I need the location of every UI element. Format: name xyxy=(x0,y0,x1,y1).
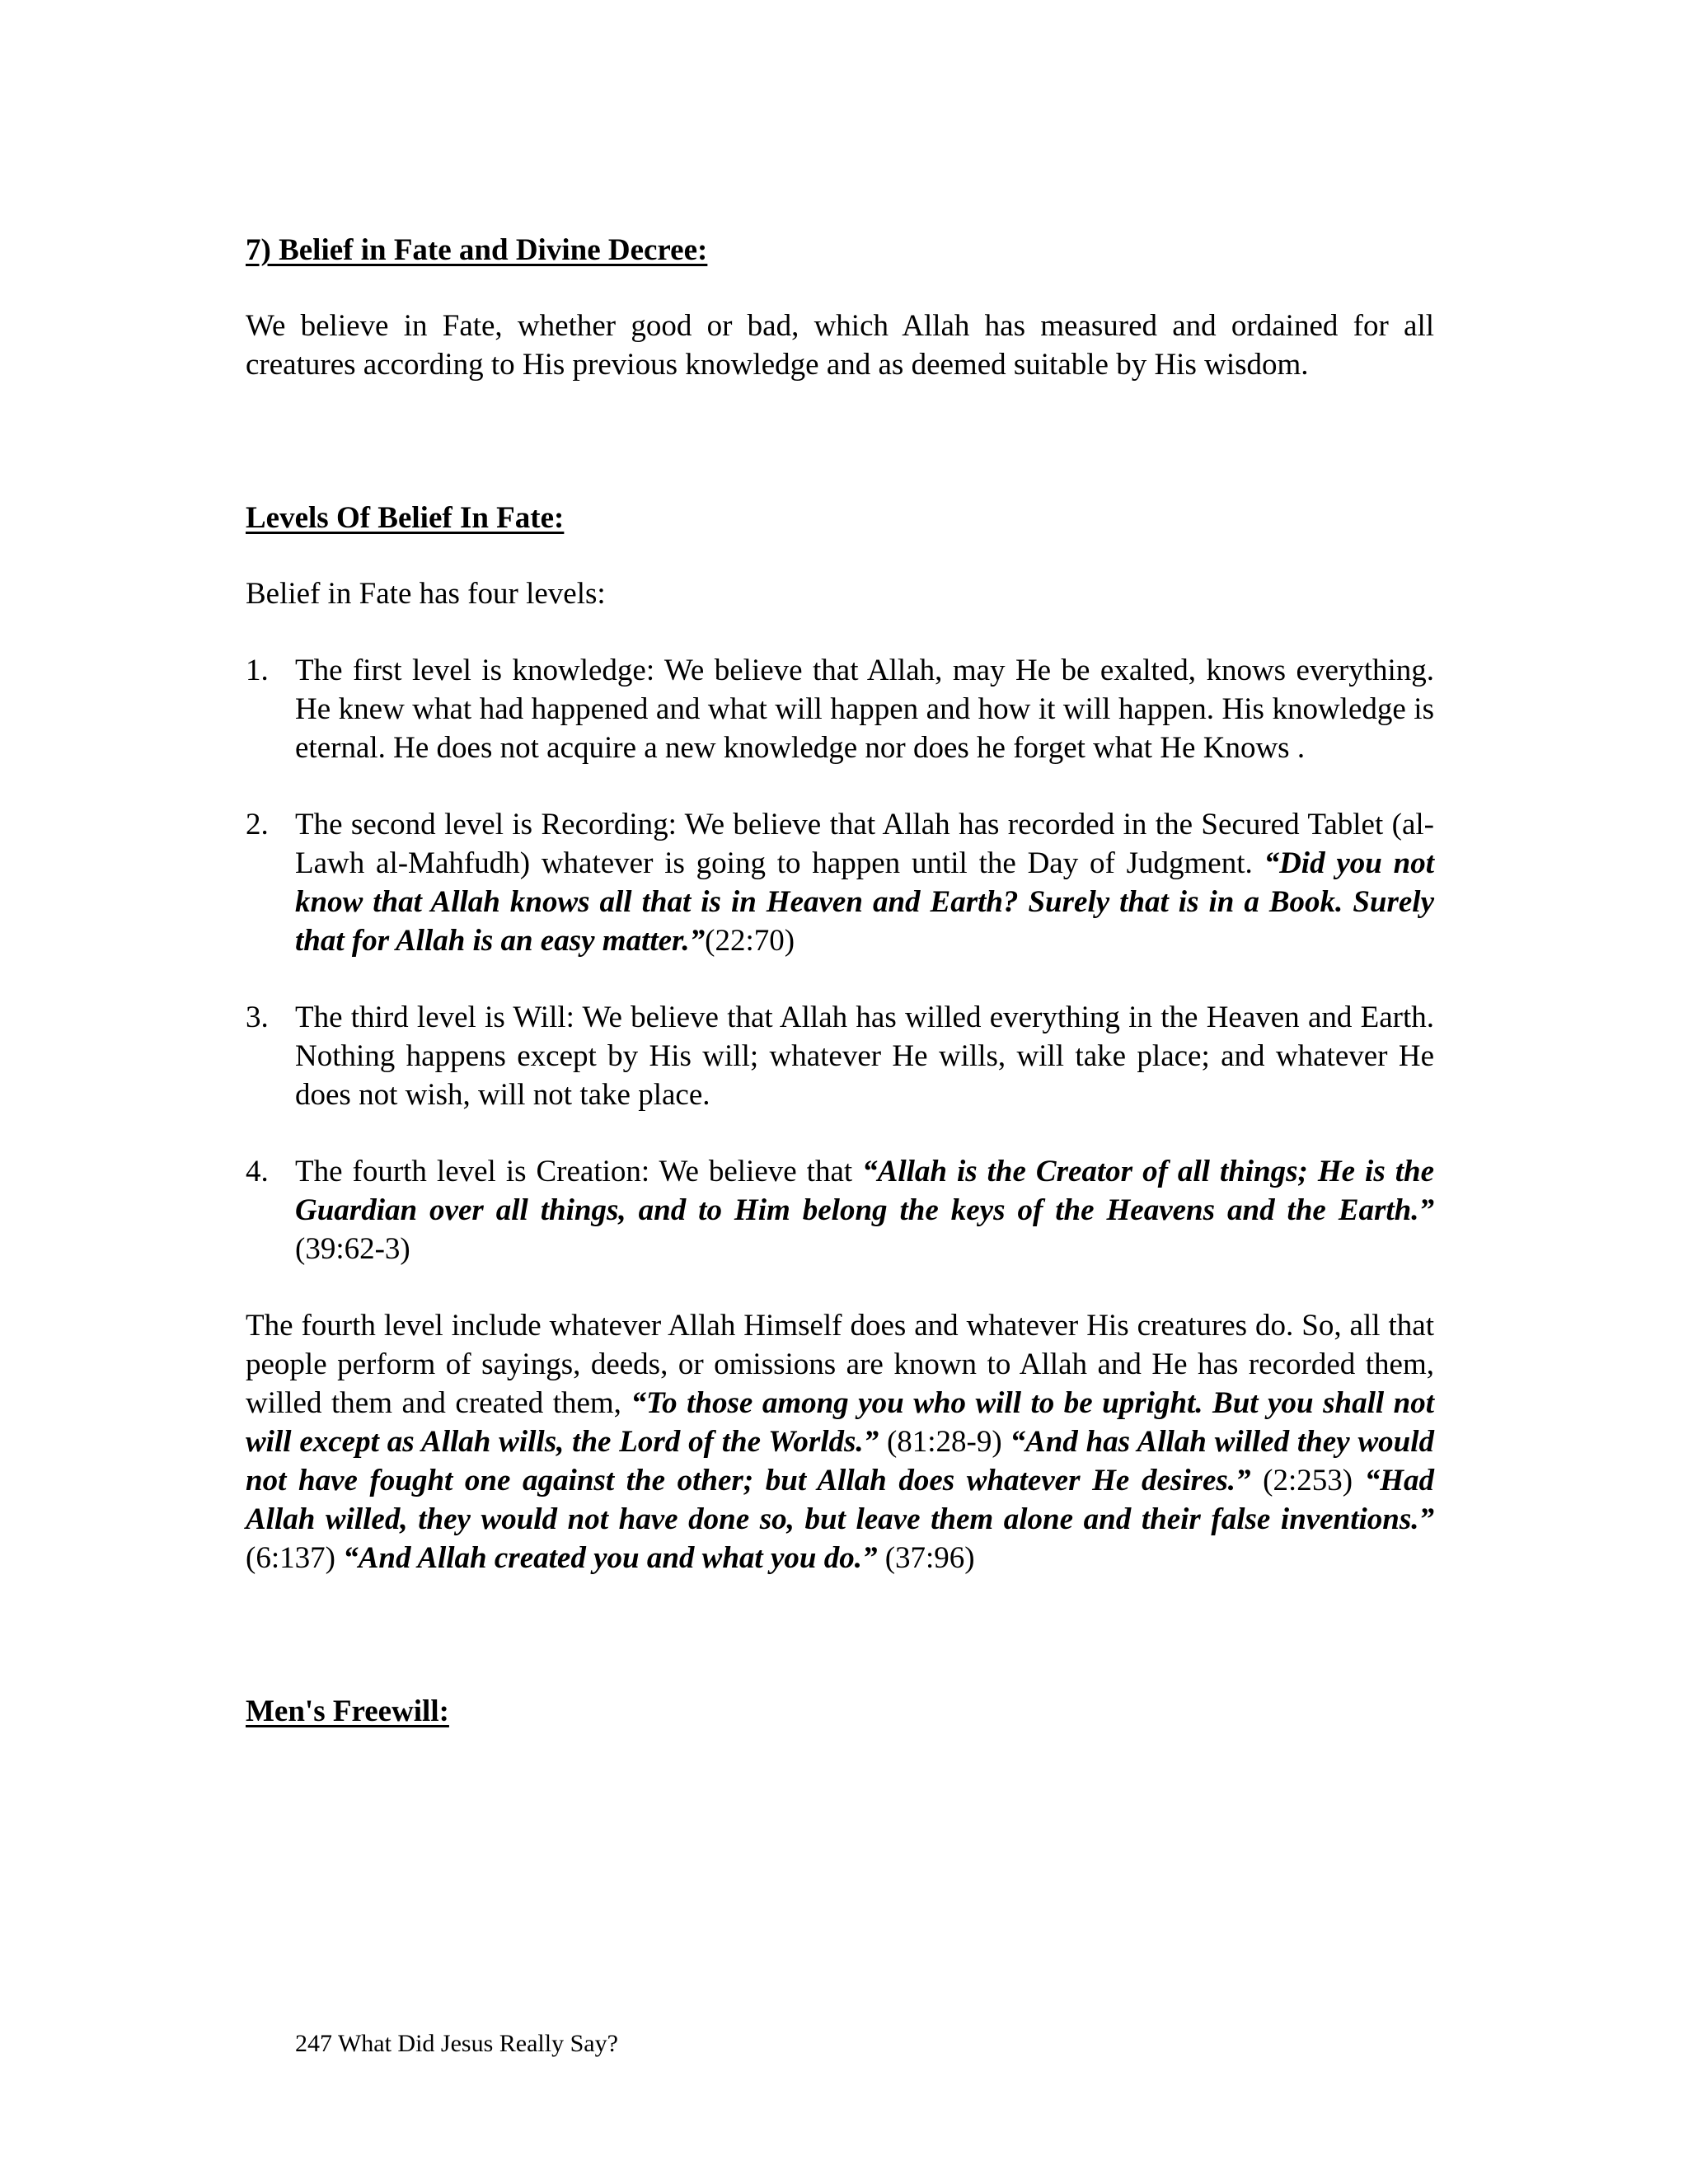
verse-reference: (39:62-3) xyxy=(295,1232,410,1266)
section-heading-fate: 7) Belief in Fate and Divine Decree: xyxy=(246,233,708,267)
section-heading-levels: Levels Of Belief In Fate: xyxy=(246,501,565,535)
quran-quote: “To those among you who will to be upright. But you shall not will except as Allah wills, the Lord of the Worlds.” xyxy=(246,1386,1434,1459)
quran-quote: “Did you not know that Allah knows all that is in Heaven and Earth? Surely that is in a Book. Surely that for Allah is an easy matter.” xyxy=(295,846,1435,958)
quran-quote: “Had Allah willed, they would not have done so, but leave them alone and their false inventions.” xyxy=(246,1464,1434,1536)
section-heading-freewill: Men's Freewill: xyxy=(246,1694,449,1728)
verse-reference: (6:137) xyxy=(246,1541,344,1575)
verse-reference: (37:96) xyxy=(877,1541,975,1575)
paragraph-text: The fourth level include whatever Allah Himself does and whatever His creatures do. So, all that people perform of sayings, deeds, or omissions are known to Allah and He has recorded them, willed them and created them, xyxy=(246,1309,1434,1420)
fate-paragraph: We believe in Fate, whether good or bad, which Allah has measured and ordained for all creatures according to His previous knowledge and as deemed suitable by His wisdom. xyxy=(246,309,1434,382)
list-item-number: 1. xyxy=(246,654,269,687)
list-item-text: The fourth level is Creation: We believe that xyxy=(295,1155,863,1188)
list-item xyxy=(246,998,1434,1114)
list-item xyxy=(246,651,1434,767)
list-item xyxy=(246,1152,1434,1268)
quran-quote: “And has Allah willed they would not have fought one against the other; but Allah does whatever He desires.” xyxy=(246,1425,1434,1497)
fourth-level-paragraph xyxy=(246,1306,1434,1577)
quran-quote: “And Allah created you and what you do.” xyxy=(343,1541,878,1575)
list-item-text: The second level is Recording: We believe that Allah has recorded in the Secured Tablet (al-Lawh al-Mahfudh) whatever is going to happen until the Day of Judgment. xyxy=(295,808,1434,880)
list-item-text: The first level is knowledge: We believe that Allah, may He be exalted, knows everything. He knew what had happened and what will happen and how it will happen. His knowledge is eternal. He does not acquire a new knowledge nor does he forget what He Knows . xyxy=(295,654,1434,765)
levels-list xyxy=(246,651,1434,1268)
document-page xyxy=(246,231,1434,1731)
list-item-number: 3. xyxy=(246,1001,269,1034)
list-item-number: 2. xyxy=(246,808,269,841)
verse-reference: (22:70) xyxy=(705,924,795,958)
list-item-number: 4. xyxy=(246,1155,269,1188)
verse-reference: (2:253) xyxy=(1250,1464,1365,1497)
levels-intro: Belief in Fate has four levels: xyxy=(246,577,606,611)
verse-reference: (81:28-9) xyxy=(879,1425,1010,1459)
quran-quote: “Allah is the Creator of all things; He is the Guardian over all things, and to Him belong the keys of the Heavens and the Earth.” xyxy=(295,1155,1434,1227)
list-item-text: The third level is Will: We believe that Allah has willed everything in the Heaven and Earth. Nothing happens except by His will; whatever He wills, will take place; and whatever He does not wish, will not take place. xyxy=(295,1001,1434,1112)
page-footer: 247 What Did Jesus Really Say? xyxy=(295,2030,618,2057)
list-item xyxy=(246,805,1434,960)
